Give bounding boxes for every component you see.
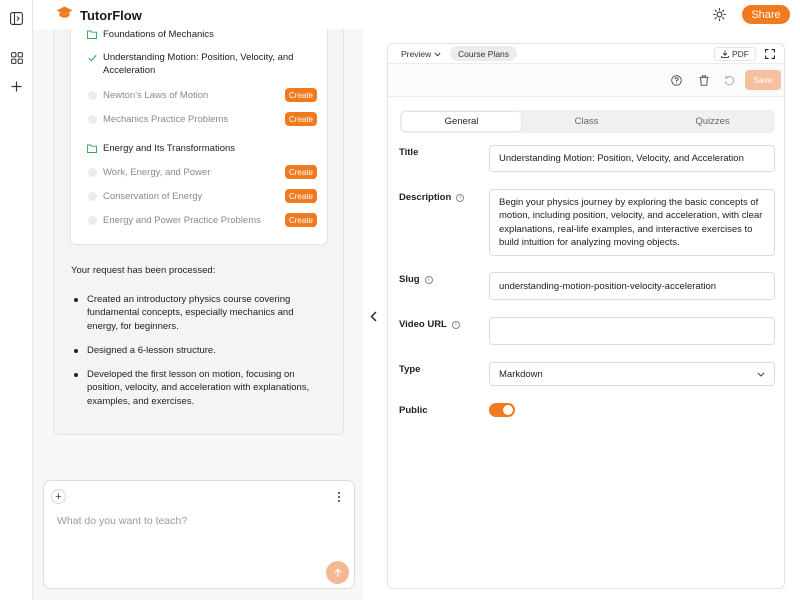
- tab-course-plans[interactable]: Course Plans: [450, 46, 517, 61]
- check-icon: [87, 53, 97, 63]
- description-textarea[interactable]: [489, 189, 775, 256]
- tab-quizzes[interactable]: Quizzes: [695, 116, 730, 127]
- share-button[interactable]: Share: [742, 5, 790, 24]
- editor-tabs: [400, 110, 775, 133]
- plan-lesson-pending: Conservation of Energy Create: [87, 189, 317, 203]
- new-plus-icon[interactable]: [9, 79, 24, 94]
- slug-label: Slug i: [399, 274, 433, 285]
- preview-dropdown[interactable]: Preview: [395, 47, 447, 61]
- help-icon[interactable]: [670, 74, 683, 87]
- response-bullet: Designed a 6-lesson structure.: [71, 344, 321, 357]
- course-plan-list: [70, 29, 328, 245]
- create-lesson-button[interactable]: Create: [285, 213, 317, 227]
- pending-dot-icon: [88, 168, 97, 177]
- left-rail: [0, 0, 33, 600]
- public-label: Public: [399, 405, 428, 416]
- theme-toggle-sun-icon[interactable]: [711, 6, 727, 22]
- title-label: Title: [399, 147, 419, 158]
- pdf-download-button[interactable]: PDF: [714, 47, 756, 61]
- assistant-message: [53, 29, 344, 435]
- response-bullet: Created an introductory physics course covering fundamental concepts, especially mechanics and energy, for beginners.: [71, 293, 321, 333]
- more-options-icon[interactable]: [334, 490, 344, 504]
- pending-dot-icon: [88, 91, 97, 100]
- expand-icon[interactable]: [763, 47, 777, 61]
- chevron-down-icon: [757, 372, 765, 377]
- pending-dot-icon: [88, 216, 97, 225]
- tab-class[interactable]: Class: [574, 116, 599, 127]
- plan-lesson-pending: Mechanics Practice Problems Create: [87, 112, 317, 126]
- video-url-input[interactable]: [489, 317, 775, 345]
- create-lesson-button[interactable]: Create: [285, 88, 317, 102]
- trash-icon[interactable]: [697, 74, 710, 87]
- plan-section: Energy and Its Transformations: [87, 142, 317, 154]
- info-icon[interactable]: i: [452, 321, 460, 329]
- save-button[interactable]: Save: [745, 70, 781, 90]
- plan-lesson-done[interactable]: Understanding Motion: Position, Velocity, and Acceleration: [87, 51, 317, 79]
- create-lesson-button[interactable]: Create: [285, 112, 317, 126]
- dashboard-icon[interactable]: [9, 50, 24, 65]
- brand[interactable]: [56, 6, 142, 25]
- folder-icon: [87, 30, 97, 40]
- chevron-down-icon: [434, 52, 441, 57]
- sidebar-toggle-icon[interactable]: [9, 11, 24, 26]
- info-icon[interactable]: i: [425, 276, 433, 284]
- editor-header: [388, 44, 784, 64]
- description-label: Description i: [399, 192, 464, 203]
- response-bullet: Developed the first lesson on motion, focusing on position, velocity, and acceleration with explanations, examples, and exercises.: [71, 368, 321, 408]
- chat-panel: [33, 29, 363, 600]
- plan-lesson-pending: Newton's Laws of Motion Create: [87, 88, 317, 102]
- type-label: Type: [399, 364, 421, 375]
- send-button[interactable]: [326, 561, 349, 584]
- collapse-panel-chevron-left-icon[interactable]: [366, 308, 380, 324]
- public-toggle[interactable]: [489, 403, 515, 417]
- response-intro: Your request has been processed:: [71, 265, 216, 276]
- editor-toolbar: [388, 64, 784, 97]
- pending-dot-icon: [88, 192, 97, 201]
- attach-plus-icon[interactable]: +: [51, 489, 66, 504]
- response-bullets: [71, 293, 321, 419]
- folder-icon: [87, 143, 97, 153]
- plan-section: Foundations of Mechanics: [87, 29, 317, 40]
- download-icon: [721, 50, 729, 58]
- course-editor: [387, 43, 785, 589]
- type-select[interactable]: Markdown: [489, 362, 775, 386]
- chat-composer: [43, 480, 355, 589]
- pending-dot-icon: [88, 115, 97, 124]
- create-lesson-button[interactable]: Create: [285, 165, 317, 179]
- tab-general[interactable]: General: [402, 112, 521, 131]
- title-input[interactable]: [489, 145, 775, 172]
- info-icon[interactable]: i: [456, 194, 464, 202]
- plan-lesson-pending: Work, Energy, and Power Create: [87, 165, 317, 179]
- plan-lesson-pending: Energy and Power Practice Problems Create: [87, 213, 317, 227]
- video-url-label: Video URL i: [399, 319, 460, 330]
- arrow-up-icon: [333, 568, 343, 578]
- graduation-cap-icon: [56, 6, 73, 25]
- app-name: TutorFlow: [80, 8, 142, 23]
- slug-input[interactable]: [489, 272, 775, 300]
- top-bar: [33, 0, 800, 29]
- prompt-input[interactable]: [57, 515, 337, 555]
- create-lesson-button[interactable]: Create: [285, 189, 317, 203]
- undo-icon[interactable]: [723, 74, 736, 87]
